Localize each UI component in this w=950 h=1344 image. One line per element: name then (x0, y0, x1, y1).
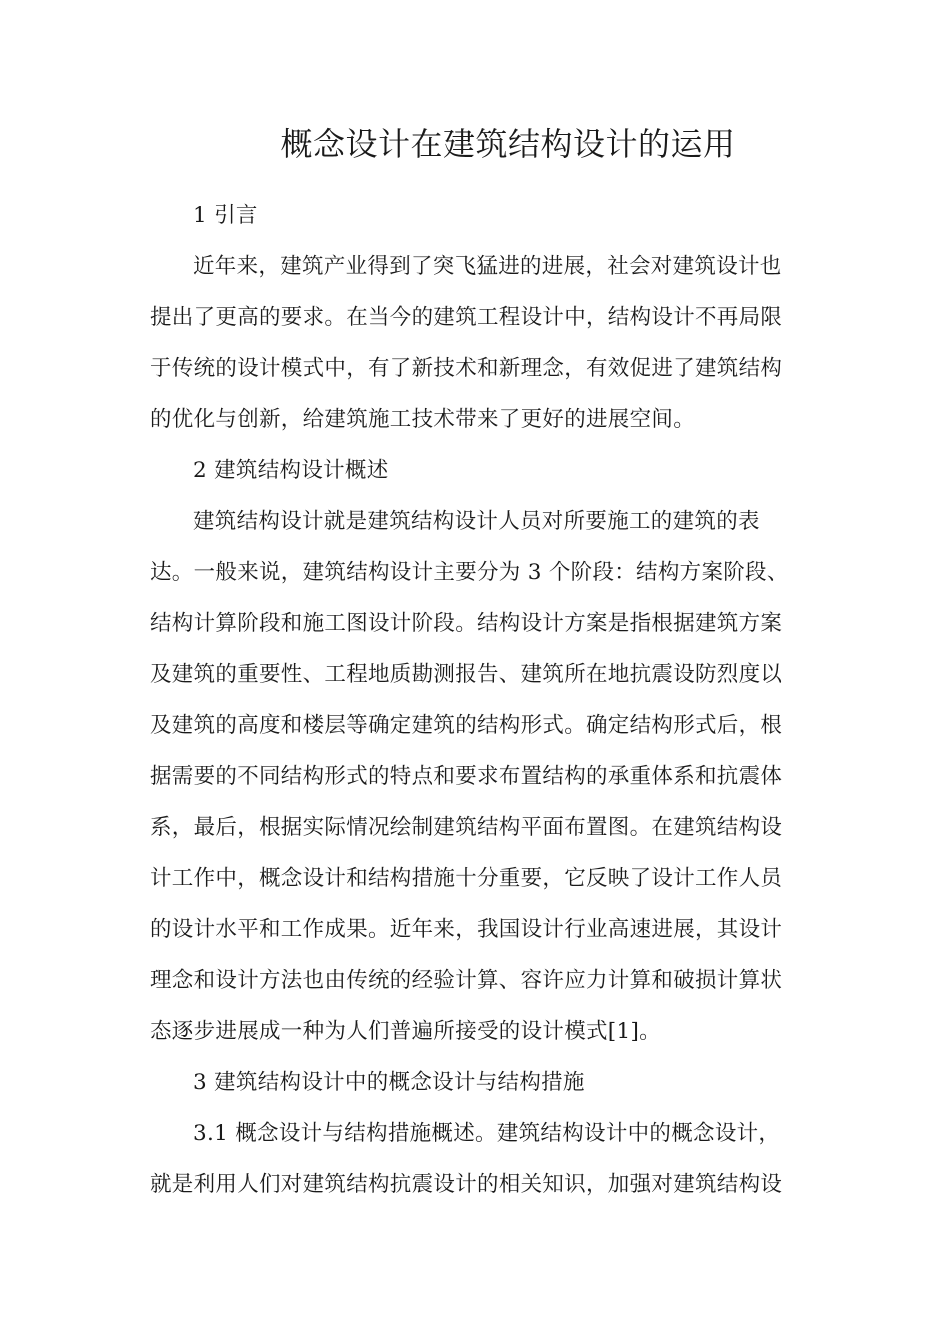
document-title: 概念设计在建筑结构设计的运用 (280, 125, 736, 163)
paragraph-line: 达。一般来说，建筑结构设计主要分为 3 个阶段：结构方案阶段、 (150, 560, 789, 585)
paragraph-line: 结构计算阶段和施工图设计阶段。结构设计方案是指根据建筑方案 (150, 611, 783, 636)
paragraph-line: 3.1 概念设计与结构措施概述。建筑结构设计中的概念设计， (193, 1121, 781, 1146)
section-heading-introduction: 1 引言 (193, 203, 258, 228)
paragraph-line: 据需要的不同结构形式的特点和要求布置结构的承重体系和抗震体 (150, 764, 783, 789)
paragraph-line: 建筑结构设计就是建筑结构设计人员对所要施工的建筑的表 (193, 509, 760, 534)
paragraph-line: 理念和设计方法也由传统的经验计算、容许应力计算和破损计算状 (150, 968, 783, 993)
paragraph-line: 及建筑的高度和楼层等确定建筑的结构形式。确定结构形式后，根 (150, 713, 783, 738)
paragraph-line: 的优化与创新，给建筑施工技术带来了更好的进展空间。 (150, 407, 696, 432)
section-heading-concept-design: 3 建筑结构设计中的概念设计与结构措施 (193, 1070, 585, 1095)
paragraph-line: 于传统的设计模式中，有了新技术和新理念，有效促进了建筑结构 (150, 356, 783, 381)
paragraph-line: 态逐步进展成一种为人们普遍所接受的设计模式[1]。 (150, 1019, 661, 1044)
paragraph-line: 计工作中，概念设计和结构措施十分重要，它反映了设计工作人员 (150, 866, 783, 891)
section-heading-overview: 2 建筑结构设计概述 (193, 458, 389, 483)
paragraph-line: 及建筑的重要性、工程地质勘测报告、建筑所在地抗震设防烈度以 (150, 662, 783, 687)
paragraph-line: 近年来，建筑产业得到了突飞猛进的进展，社会对建筑设计也 (193, 254, 782, 279)
paragraph-line: 系，最后，根据实际情况绘制建筑结构平面布置图。在建筑结构设 (150, 815, 783, 840)
paragraph-line: 就是利用人们对建筑结构抗震设计的相关知识，加强对建筑结构设 (150, 1172, 783, 1197)
paragraph-line: 的设计水平和工作成果。近年来，我国设计行业高速进展，其设计 (150, 917, 783, 942)
paragraph-line: 提出了更高的要求。在当今的建筑工程设计中，结构设计不再局限 (150, 305, 783, 330)
